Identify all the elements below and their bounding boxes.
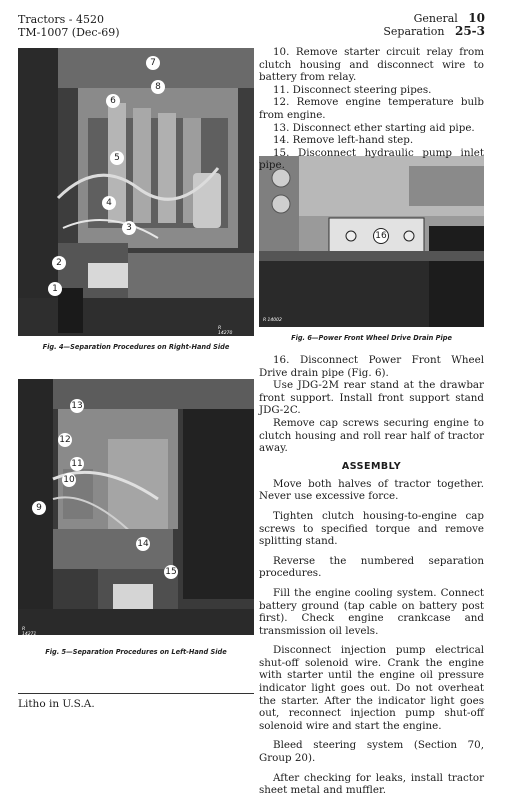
callout-16: 16 bbox=[373, 228, 389, 244]
callout-5: 5 bbox=[110, 151, 124, 165]
callout-1: 1 bbox=[48, 282, 62, 296]
step-10: 10. Remove starter circuit relay from clutch housing and disconnect wire to battery from relay. bbox=[259, 46, 484, 84]
callout-6: 6 bbox=[106, 94, 120, 108]
figure-6-caption: Fig. 6—Power Front Wheel Drive Drain Pipe bbox=[291, 334, 452, 342]
callout-4: 4 bbox=[102, 196, 116, 210]
step-12: 12. Remove engine temperature bulb from engine. bbox=[259, 96, 484, 121]
fig6-ref: R 14002 bbox=[263, 318, 282, 323]
callout-13: 13 bbox=[71, 401, 83, 411]
assembly-6: Bleed steering system (Section 70, Group 20). bbox=[259, 739, 484, 765]
callout-10: 10 bbox=[63, 475, 75, 485]
steps-top bbox=[259, 46, 484, 172]
assembly-2: Tighten clutch housing-to-engine cap screws to specified torque and remove splitting stand. bbox=[259, 509, 484, 548]
step-14: 14. Remove left-hand step. bbox=[273, 134, 414, 147]
fig4-ref: R 14270 bbox=[218, 326, 233, 336]
step-13: 13. Disconnect ether starting aid pipe. bbox=[273, 121, 475, 134]
callout-7: 7 bbox=[146, 56, 160, 70]
step-15: 15. Disconnect hydraulic pump inlet pipe. bbox=[259, 146, 484, 172]
figure-5-caption: Fig. 5—Separation Procedures on Left-Hand Side bbox=[45, 648, 227, 656]
para-remove: Remove cap screws securing engine to clutch housing and roll rear half of tractor away. bbox=[259, 416, 484, 455]
doc-code: TM-1007 (Dec-69) bbox=[18, 26, 120, 39]
section-name: General bbox=[413, 12, 458, 25]
callout-15: 15 bbox=[165, 567, 177, 577]
callout-3: 3 bbox=[122, 221, 136, 235]
para-stand: Use JDG-2M rear stand at the drawbar front support. Install front support stand JDG-2C. bbox=[259, 379, 484, 417]
callout-8: 8 bbox=[151, 80, 165, 94]
subsection-name: Separation bbox=[383, 25, 445, 38]
doc-title: Tractors - 4520 bbox=[18, 13, 104, 26]
callout-12: 12 bbox=[59, 435, 71, 445]
figure-6-photo bbox=[259, 156, 484, 327]
step-11: 11. Disconnect steering pipes. bbox=[273, 83, 432, 96]
step-16: 16. Disconnect Power Front Wheel Drive drain pipe (Fig. 6). bbox=[259, 354, 484, 379]
assembly-7: After checking for leaks, install tractor sheet metal and muffler. bbox=[259, 771, 484, 797]
callout-2: 2 bbox=[52, 256, 66, 270]
footer-text: Litho in U.S.A. bbox=[18, 698, 95, 710]
callout-14: 14 bbox=[137, 539, 149, 549]
assembly-3: Reverse the numbered separation procedures. bbox=[259, 554, 484, 580]
figure-4-caption: Fig. 4—Separation Procedures on Right-Hand Side bbox=[42, 343, 230, 351]
figure-4-photo bbox=[18, 48, 254, 336]
callout-11: 11 bbox=[71, 459, 83, 469]
header-left bbox=[18, 13, 120, 39]
header-right bbox=[383, 12, 485, 38]
callout-9: 9 bbox=[32, 501, 46, 515]
section-number: 10 bbox=[468, 11, 485, 25]
footer-rule bbox=[18, 693, 254, 694]
assembly-heading: ASSEMBLY bbox=[341, 460, 402, 472]
page-number: 25-3 bbox=[454, 24, 485, 38]
figure-5-photo bbox=[18, 379, 254, 635]
assembly-1: Move both halves of tractor together. Never use excessive force. bbox=[259, 477, 484, 503]
assembly-5: Disconnect injection pump electrical shut-off solenoid wire. Crank the engine with starter until the engine oil pressure indicator light goes out. Do not overheat the starter. After the indicator light goes out, reconnect injection pump shut-off solenoid wire and start the engine. bbox=[259, 644, 484, 732]
fig5-ref: R 14271 bbox=[22, 627, 37, 635]
assembly-4: Fill the engine cooling system. Connect battery ground (tap cable on battery post first). Check engine crankcase and transmission oil levels. bbox=[259, 586, 484, 637]
lower-text bbox=[259, 354, 484, 797]
